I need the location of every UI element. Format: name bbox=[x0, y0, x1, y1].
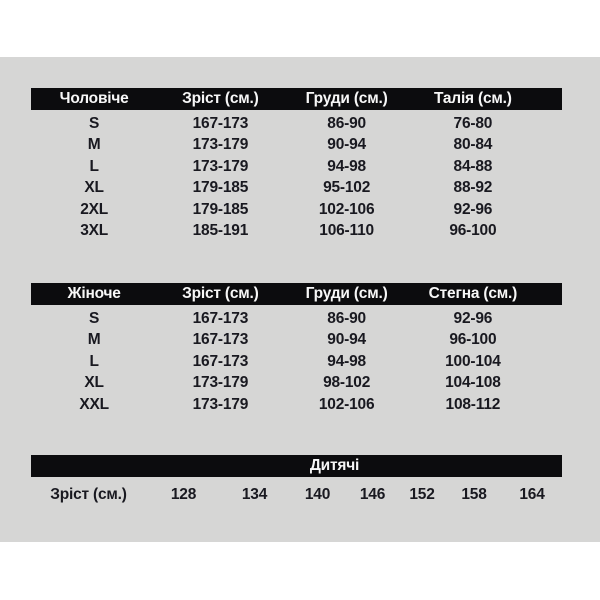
women-table-header-bar bbox=[31, 283, 562, 305]
height-value: 179-185 bbox=[192, 179, 249, 197]
chest-value: 86-90 bbox=[327, 309, 366, 327]
table-row bbox=[31, 351, 562, 373]
size-label: S bbox=[89, 309, 100, 327]
size-label: S bbox=[89, 114, 100, 132]
chest-value: 98-102 bbox=[323, 374, 371, 392]
column-header-chest: Груди (см.) bbox=[305, 90, 388, 107]
size-label: 2XL bbox=[80, 200, 109, 218]
chest-value: 94-98 bbox=[327, 157, 366, 175]
height-value: 167-173 bbox=[192, 309, 249, 327]
table-row bbox=[31, 481, 562, 509]
table-row bbox=[31, 394, 562, 416]
size-label: L bbox=[89, 157, 99, 175]
kids-height-value: 128 bbox=[170, 486, 197, 503]
waist-value: 84-88 bbox=[453, 157, 493, 175]
size-label: XL bbox=[84, 374, 104, 392]
height-value: 167-173 bbox=[192, 352, 249, 370]
column-header-height: Зріст (см.) bbox=[182, 90, 259, 107]
size-label: M bbox=[87, 331, 101, 349]
table-row bbox=[31, 199, 562, 221]
women-size-table bbox=[31, 283, 562, 416]
height-value: 173-179 bbox=[192, 157, 249, 175]
table-row bbox=[31, 330, 562, 352]
hips-value: 96-100 bbox=[449, 331, 497, 349]
chest-value: 102-106 bbox=[318, 395, 375, 413]
chest-value: 90-94 bbox=[327, 136, 366, 154]
hips-value: 92-96 bbox=[453, 309, 493, 327]
size-label: 3XL bbox=[80, 222, 109, 240]
women-table-body bbox=[31, 308, 562, 416]
column-header-women: Жіноче bbox=[67, 285, 121, 302]
height-value: 167-173 bbox=[192, 114, 249, 132]
men-table-header-bar bbox=[31, 88, 562, 110]
chest-value: 95-102 bbox=[323, 179, 371, 197]
table-row bbox=[31, 373, 562, 395]
height-value: 179-185 bbox=[192, 200, 249, 218]
table-row bbox=[31, 156, 562, 178]
table-row bbox=[31, 178, 562, 200]
chest-value: 102-106 bbox=[318, 200, 375, 218]
size-label: M bbox=[87, 136, 101, 154]
column-header-height: Зріст (см.) bbox=[182, 285, 259, 302]
size-label: XXL bbox=[79, 395, 109, 413]
table-row bbox=[31, 135, 562, 157]
chest-value: 86-90 bbox=[327, 114, 366, 132]
column-header-hips: Стегна (см.) bbox=[428, 285, 518, 302]
height-value: 167-173 bbox=[192, 331, 249, 349]
height-value: 173-179 bbox=[192, 136, 249, 154]
height-value: 173-179 bbox=[192, 374, 249, 392]
size-chart-panel bbox=[0, 57, 600, 542]
hips-value: 100-104 bbox=[445, 352, 501, 370]
chest-value: 94-98 bbox=[327, 352, 366, 370]
table-row bbox=[31, 113, 562, 135]
height-value: 185-191 bbox=[192, 222, 249, 240]
kids-height-value: 134 bbox=[241, 486, 268, 503]
column-header-men: Чоловіче bbox=[59, 90, 129, 107]
kids-height-value: 140 bbox=[304, 486, 331, 503]
kids-table-header-bar bbox=[31, 455, 562, 477]
chest-value: 106-110 bbox=[319, 222, 374, 240]
chest-value: 90-94 bbox=[327, 331, 366, 349]
column-header-chest: Груди (см.) bbox=[305, 285, 388, 302]
height-value: 173-179 bbox=[192, 395, 249, 413]
waist-value: 88-92 bbox=[453, 179, 493, 197]
men-table-body bbox=[31, 113, 562, 242]
column-header-waist: Талія (см.) bbox=[434, 90, 512, 107]
kids-height-value: 152 bbox=[409, 486, 435, 503]
waist-value: 80-84 bbox=[453, 136, 493, 154]
table-row bbox=[31, 221, 562, 243]
kids-table-title: Дитячі bbox=[309, 457, 360, 474]
kids-height-value: 146 bbox=[359, 486, 386, 503]
hips-value: 108-112 bbox=[445, 395, 501, 413]
men-size-table bbox=[31, 88, 562, 242]
kids-height-value: 164 bbox=[519, 486, 545, 503]
kids-row-label: Зріст (см.) bbox=[50, 486, 127, 503]
kids-size-table bbox=[31, 455, 562, 509]
hips-value: 104-108 bbox=[445, 374, 501, 392]
waist-value: 92-96 bbox=[453, 200, 493, 218]
kids-height-value: 158 bbox=[461, 486, 487, 503]
size-label: L bbox=[89, 352, 99, 370]
waist-value: 76-80 bbox=[453, 114, 493, 132]
size-label: XL bbox=[84, 179, 104, 197]
waist-value: 96-100 bbox=[449, 222, 497, 240]
table-row bbox=[31, 308, 562, 330]
